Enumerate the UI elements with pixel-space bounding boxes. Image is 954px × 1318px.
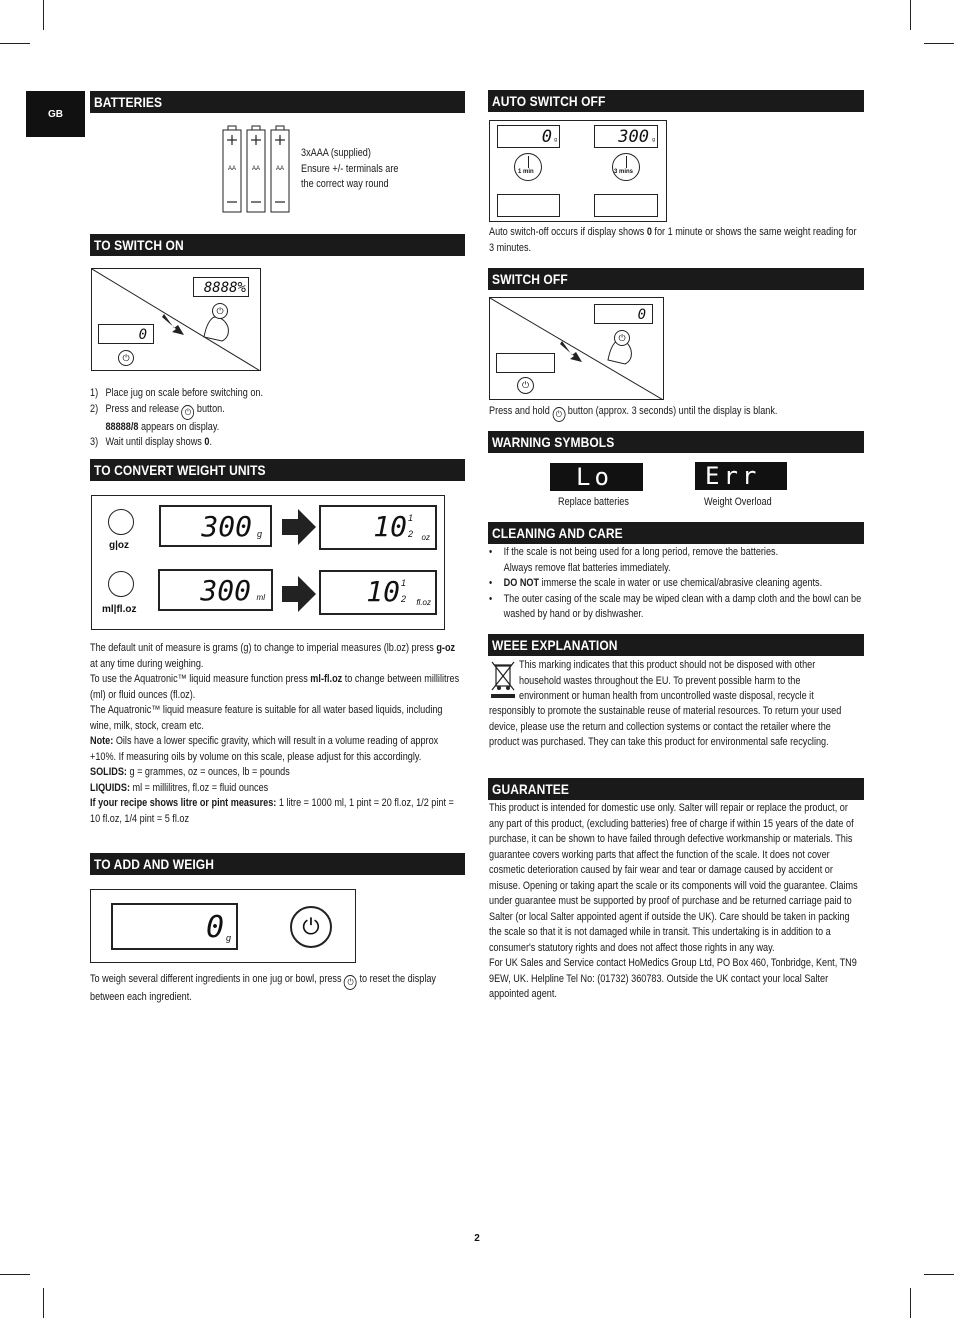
add-weigh-diagram	[90, 889, 356, 963]
add-weigh-text: To weigh several different ingredients in one jug or bowl, press ⏻ to reset the display between each ingredient.	[90, 973, 436, 1003]
crop-mark	[910, 0, 911, 30]
battery-illustration	[222, 124, 292, 214]
ml-display: 300 ml	[158, 569, 273, 611]
weee-text-wrapped: This marking indicates that this product should not be disposed with other household wastes throughout the EU. To prevent possible harm to the environment or human health from uncontrolled waste disposal, recycle it	[519, 659, 816, 702]
ounces-display: 10 1 2 oz	[319, 505, 437, 550]
add-weigh-heading: TO ADD AND WEIGH	[90, 853, 465, 875]
switch-on-diagram	[91, 268, 261, 371]
err-caption: Weight Overload	[704, 496, 772, 508]
full-display: 8888%	[193, 277, 249, 297]
cleaning-heading: CLEANING AND CARE	[488, 522, 864, 544]
power-button[interactable]: ⏻	[517, 377, 534, 394]
battery-label: AA	[276, 166, 285, 172]
auto-off-text: Auto switch-off occurs if display shows 0 for 1 minute or shows the same weight reading for 3 minutes.	[489, 226, 857, 254]
guarantee-heading: GUARANTEE	[488, 778, 864, 800]
batteries-heading: BATTERIES	[90, 91, 465, 113]
power-icon: ⏻	[614, 330, 630, 346]
power-icon: ⏻	[344, 975, 357, 990]
finger-icon	[204, 317, 228, 341]
auto-off-heading: AUTO SWITCH OFF	[488, 90, 864, 112]
goz-label: g|oz	[109, 540, 130, 551]
blank-display	[594, 194, 658, 217]
zero-display: 0	[98, 324, 154, 344]
arrow-icon	[560, 341, 582, 362]
weee-heading: WEEE EXPLANATION	[488, 634, 864, 656]
switch-off-diagram	[489, 297, 664, 400]
crossed-bin-icon	[490, 660, 516, 700]
lo-display: Lo	[550, 463, 643, 491]
power-button[interactable]: ⏻	[290, 906, 332, 948]
zero-display: 0 g	[497, 125, 560, 148]
warning-heading: WARNING SYMBOLS	[488, 431, 864, 453]
switch-on-heading: TO SWITCH ON	[90, 234, 465, 256]
power-button[interactable]: ⏻	[118, 350, 134, 366]
crop-mark	[43, 0, 44, 30]
power-icon: ⏻	[181, 405, 194, 420]
crop-mark	[910, 1288, 911, 1318]
err-display: Err	[695, 462, 787, 490]
convert-diagram	[91, 495, 445, 630]
batteries-caption: 3xAAA (supplied) Ensure +/- terminals are the correct way round	[301, 147, 399, 190]
switch-on-steps: 1) Place jug on scale before switching on. 2) Press and release ⏻ button. 88888/8 appears on display. 3) Wait until display shows 0.	[90, 387, 263, 448]
guarantee-text: This product is intended for domestic use only. Salter will repair or replace the product, or any part of this product, (excluding batteries) free of charge if within 15 years of the date of purchase, it can be shown to have failed through defective workmanship or materials. This guarantee covers working parts that affect the function of the scale. It does not cover cosmetic deterioration caused by fair wear and tear or damage caused by accident or misuse. Opening or taking apart the scale or its components will void the guarantee. Claims under guarantee must be supported by proof of purchase and be returned carriage paid to Salter (or local Salter appointed agent if outside the UK). Care should be taken in packing the scale so that it is not damaged while in transit. This undertaking is in addition to a consumer's statutory rights and does not affect those rights in any way. For UK Sales and Service contact HoMedics Group Ltd, PO Box 460, Tonbridge, Kent, TN9 9EW, UK. Helpline Tel No: (01732) 360783. Outside the UK contact your local Salter appointed agent.	[489, 802, 858, 1000]
arrow-icon	[162, 314, 184, 335]
switch-off-text: Press and hold ⏻ button (approx. 3 seconds) until the display is blank.	[489, 404, 864, 422]
floz-display: 10 1 2 fl.oz	[319, 570, 437, 615]
lo-caption: Replace batteries	[558, 496, 629, 508]
crop-mark	[0, 1274, 30, 1275]
blank-display	[496, 353, 555, 373]
power-icon: ⏻	[212, 303, 228, 319]
tare-display: 0 g	[111, 903, 238, 950]
mlfloz-button[interactable]	[108, 571, 134, 597]
arrow-right-icon	[282, 509, 316, 545]
mlfloz-label: ml|fl.oz	[102, 604, 137, 615]
page-number: 2	[474, 1233, 480, 1244]
weight-display: 300 g	[594, 125, 658, 148]
power-icon: ⏻	[552, 407, 565, 422]
zero-display: 0	[594, 304, 653, 324]
blank-display	[497, 194, 560, 217]
weee-text: responsibly to promote the sustainable reuse of material resources. To return your used device, please use the return and collection systems or contact the retailer where the product was purchased. They can take this product for environmental safe recycling.	[489, 705, 842, 748]
timer-icon: 3 mins	[612, 153, 640, 181]
crop-mark	[43, 1288, 44, 1318]
switch-off-heading: SWITCH OFF	[488, 268, 864, 290]
language-tab	[26, 91, 85, 137]
crop-mark	[924, 1274, 954, 1275]
battery-label: AA	[228, 166, 237, 172]
crop-mark	[0, 43, 30, 44]
cleaning-list: • If the scale is not being used for a long period, remove the batteries. Always remove flat batteries immediately. • DO NOT immerse the scale in water or use chemical/abrasive cleaning agents. • The outer casing of the scale may be wiped clean with a damp cloth and the bowl can be washed by hand or by dishwasher.	[489, 546, 862, 620]
goz-button[interactable]	[108, 509, 134, 535]
language-tab-label: GB	[48, 108, 63, 120]
battery-label: AA	[252, 166, 261, 172]
timer-icon: 1 min	[514, 153, 542, 181]
convert-heading: TO CONVERT WEIGHT UNITS	[90, 459, 465, 481]
arrow-right-icon	[282, 576, 316, 612]
grams-display: 300 g	[159, 505, 272, 547]
auto-off-diagram	[489, 120, 667, 222]
convert-text: The default unit of measure is grams (g) to change to imperial measures (lb.oz) press g-oz at any time during weighing. To use the Aquatronic™ liquid measure function press ml-fl.oz to change between millilitres (ml) or fluid ounces (fl.oz). The Aquatronic™ liquid measure feature is suitable for all water based liquids, including wine, milk, stock, cream etc. Note: Oils have a lower specific gravity, which will result in a volume reading of approx +10%. If measuring oils by volume on this scale, please adjust for this accordingly. SOLIDS: g = grammes, oz = ounces, lb = pounds LIQUIDS: ml = millilitres, fl.oz = fluid ounces If your recipe shows litre or pint measures: 1 litre = 1000 ml, 1 pint = 20 fl.oz, 1/2 pint = 10 fl.oz, 1/4 pint = 5 fl.oz	[90, 642, 460, 825]
crop-mark	[924, 43, 954, 44]
